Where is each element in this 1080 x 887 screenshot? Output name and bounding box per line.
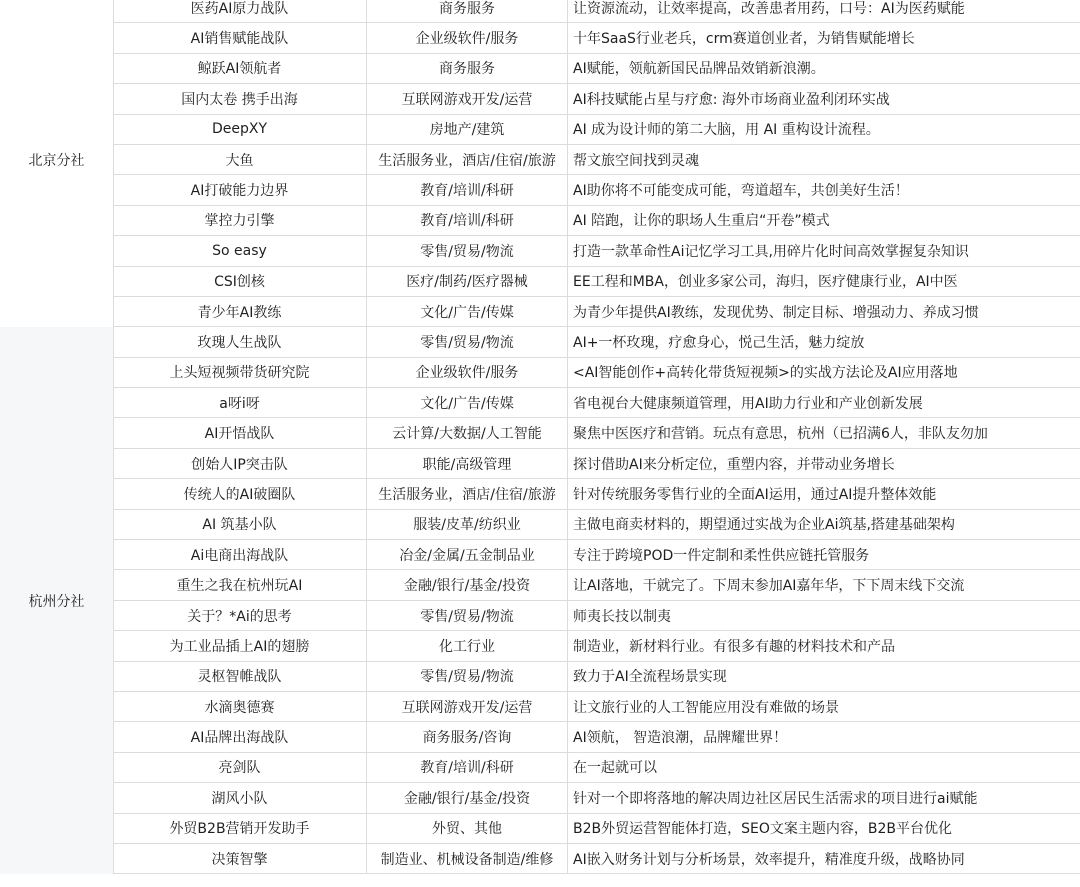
table-row[interactable] bbox=[113, 358, 1080, 388]
description-cell: 在一起就可以 bbox=[573, 760, 657, 777]
description-cell: 主做电商卖材料的，期望通过实战为企业Ai筑基,搭建基础架构 bbox=[573, 517, 955, 534]
description-cell: AI助你将不可能变成可能，弯道超车，共创美好生活！ bbox=[573, 183, 909, 200]
industry-cell: 医疗/制药/医疗器械 bbox=[367, 267, 568, 296]
team-name-cell: 创始人IP突击队 bbox=[113, 449, 367, 478]
industry-cell: 商务服务 bbox=[367, 0, 568, 22]
description-cell: AI+一杯玫瑰，疗愈身心，悦己生活，魅力绽放 bbox=[573, 334, 865, 351]
team-name-cell: So easy bbox=[113, 236, 367, 265]
table-row[interactable] bbox=[113, 145, 1080, 175]
industry-cell: 互联网游戏开发/运营 bbox=[367, 692, 568, 721]
description-cell: 针对传统服务零售行业的全面AI运用，通过AI提升整体效能 bbox=[573, 486, 937, 503]
industry-cell: 零售/贸易/物流 bbox=[367, 601, 568, 630]
table-row[interactable] bbox=[113, 783, 1080, 813]
industry-cell: 零售/贸易/物流 bbox=[367, 327, 568, 356]
description-cell: AI领航， 智造浪潮，品牌耀世界！ bbox=[573, 730, 788, 747]
team-name-cell: 掌控力引擎 bbox=[113, 206, 367, 235]
table-row[interactable] bbox=[113, 510, 1080, 540]
table-row[interactable] bbox=[113, 601, 1080, 631]
description-cell: 打造一款革命性Ai记忆学习工具,用碎片化时间高效掌握复杂知识 bbox=[573, 243, 969, 260]
industry-cell: 冶金/金属/五金制品业 bbox=[367, 540, 568, 569]
description-cell: 师夷长技以制夷 bbox=[573, 608, 671, 625]
description-cell: AI嵌入财务计划与分析场景，效率提升，精准度升级，战略协同 bbox=[573, 851, 965, 868]
table-row[interactable] bbox=[113, 814, 1080, 844]
table-row[interactable] bbox=[113, 327, 1080, 357]
industry-cell: 教育/培训/科研 bbox=[367, 206, 568, 235]
team-name-cell: 重生之我在杭州玩AI bbox=[113, 570, 367, 599]
table-row[interactable] bbox=[113, 692, 1080, 722]
table-row[interactable] bbox=[113, 206, 1080, 236]
team-name-cell: 水滴奥德赛 bbox=[113, 692, 367, 721]
team-name-cell: AI开悟战队 bbox=[113, 418, 367, 447]
description-cell: AI科技赋能占星与疗愈: 海外市场商业盈利闭环实战 bbox=[573, 91, 890, 108]
region-label: 杭州分社 bbox=[0, 327, 114, 874]
table-row[interactable] bbox=[113, 236, 1080, 266]
table-row[interactable] bbox=[113, 662, 1080, 692]
description-cell: 帮文旅空间找到灵魂 bbox=[573, 152, 699, 169]
description-cell: 探讨借助AI来分析定位，重塑内容，并带动业务增长 bbox=[573, 456, 895, 473]
table-row[interactable] bbox=[113, 297, 1080, 327]
industry-cell: 企业级软件/服务 bbox=[367, 358, 568, 387]
description-cell: B2B外贸运营智能体打造，SEO文案主题内容，B2B平台优化 bbox=[573, 821, 952, 838]
team-name-cell: 关于？*Ai的思考 bbox=[113, 601, 367, 630]
table-row[interactable] bbox=[113, 844, 1080, 874]
industry-cell: 商务服务/咨询 bbox=[367, 722, 568, 751]
team-name-cell: AI打破能力边界 bbox=[113, 175, 367, 204]
team-name-cell: AI品牌出海战队 bbox=[113, 722, 367, 751]
industry-cell: 教育/培训/科研 bbox=[367, 753, 568, 782]
table-row[interactable] bbox=[113, 570, 1080, 600]
industry-cell: 生活服务业，酒店/住宿/旅游 bbox=[367, 145, 568, 174]
industry-cell: 云计算/大数据/人工智能 bbox=[367, 418, 568, 447]
industry-cell: 外贸、其他 bbox=[367, 814, 568, 843]
team-name-cell: 玫瑰人生战队 bbox=[113, 327, 367, 356]
table-row[interactable] bbox=[113, 388, 1080, 418]
team-name-cell: CSI创核 bbox=[113, 267, 367, 296]
table-row[interactable] bbox=[113, 449, 1080, 479]
table-row[interactable] bbox=[113, 631, 1080, 661]
industry-cell: 化工行业 bbox=[367, 631, 568, 660]
team-name-cell: AI销售赋能战队 bbox=[113, 23, 367, 52]
industry-cell: 金融/银行/基金/投资 bbox=[367, 783, 568, 812]
industry-cell: 教育/培训/科研 bbox=[367, 175, 568, 204]
description-cell: 省电视台大健康频道管理，用AI助力行业和产业创新发展 bbox=[573, 395, 923, 412]
description-cell: AI 陪跑，让你的职场人生重启“开卷”模式 bbox=[573, 213, 830, 230]
table-row[interactable] bbox=[113, 54, 1080, 84]
description-cell: <AI智能创作+高转化带货短视频>的实战方法论及AI应用落地 bbox=[573, 365, 958, 382]
team-name-cell: 青少年AI教练 bbox=[113, 297, 367, 326]
team-name-cell: 为工业品插上AI的翅膀 bbox=[113, 631, 367, 660]
description-cell: 针对一个即将落地的解决周边社区居民生活需求的项目进行ai赋能 bbox=[573, 790, 978, 807]
table-row[interactable] bbox=[113, 84, 1080, 114]
table-row[interactable] bbox=[113, 418, 1080, 448]
table-row[interactable] bbox=[113, 722, 1080, 752]
region-group bbox=[0, 0, 1080, 327]
team-name-cell: 传统人的AI破圈队 bbox=[113, 479, 367, 508]
team-name-cell: AI 筑基小队 bbox=[113, 510, 367, 539]
industry-cell: 金融/银行/基金/投资 bbox=[367, 570, 568, 599]
description-cell: EE工程和MBA，创业多家公司，海归，医疗健康行业，AI中医 bbox=[573, 274, 958, 291]
description-cell: 专注于跨境POD一件定制和柔性供应链托管服务 bbox=[573, 547, 870, 564]
table-row[interactable] bbox=[113, 175, 1080, 205]
industry-cell: 文化/广告/传媒 bbox=[367, 297, 568, 326]
industry-cell: 制造业、机械设备制造/维修 bbox=[367, 844, 568, 873]
industry-cell: 文化/广告/传媒 bbox=[367, 388, 568, 417]
description-cell: 为青少年提供AI教练，发现优势、制定目标、增强动力、养成习惯 bbox=[573, 304, 979, 321]
industry-cell: 服装/皮革/纺织业 bbox=[367, 510, 568, 539]
team-name-cell: 湖风小队 bbox=[113, 783, 367, 812]
table-row[interactable] bbox=[113, 23, 1080, 53]
description-cell: AI赋能，领航新国民品牌品效销新浪潮。 bbox=[573, 61, 825, 78]
team-name-cell: 鲸跃AI领航者 bbox=[113, 54, 367, 83]
table-row[interactable] bbox=[113, 0, 1080, 23]
team-name-cell: a呀i呀 bbox=[113, 388, 367, 417]
team-name-cell: 外贸B2B营销开发助手 bbox=[113, 814, 367, 843]
industry-cell: 零售/贸易/物流 bbox=[367, 236, 568, 265]
team-name-cell: 上头短视频带货研究院 bbox=[113, 358, 367, 387]
industry-cell: 零售/贸易/物流 bbox=[367, 662, 568, 691]
region-label: 北京分社 bbox=[0, 0, 114, 327]
team-name-cell: DeepXY bbox=[113, 115, 367, 144]
description-cell: 聚焦中医医疗和营销。玩点有意思，杭州（已招满6人，非队友勿加 bbox=[573, 426, 988, 443]
team-name-cell: 灵枢智帷战队 bbox=[113, 662, 367, 691]
industry-cell: 房地产/建筑 bbox=[367, 115, 568, 144]
industry-cell: 职能/高级管理 bbox=[367, 449, 568, 478]
table-row[interactable] bbox=[113, 115, 1080, 145]
team-name-cell: 医药AI原力战队 bbox=[113, 0, 367, 22]
table-row[interactable] bbox=[113, 540, 1080, 570]
table-row[interactable] bbox=[113, 753, 1080, 783]
description-cell: 让AI落地，干就完了。下周末参加AI嘉年华，下下周末线下交流 bbox=[573, 578, 965, 595]
industry-cell: 生活服务业，酒店/住宿/旅游 bbox=[367, 479, 568, 508]
team-name-cell: 国内太卷 携手出海 bbox=[113, 84, 367, 113]
description-cell: 让资源流动，让效率提高，改善患者用药，口号：AI为医药赋能 bbox=[573, 0, 965, 17]
description-cell: 致力于AI全流程场景实现 bbox=[573, 669, 727, 686]
description-cell: 制造业，新材料行业。有很多有趣的材料技术和产品 bbox=[573, 638, 895, 655]
team-name-cell: 大鱼 bbox=[113, 145, 367, 174]
team-name-cell: 决策智擎 bbox=[113, 844, 367, 873]
industry-cell: 互联网游戏开发/运营 bbox=[367, 84, 568, 113]
description-cell: AI 成为设计师的第二大脑，用 AI 重构设计流程。 bbox=[573, 122, 880, 139]
description-cell: 让文旅行业的人工智能应用没有难做的场景 bbox=[573, 699, 839, 716]
team-name-cell: Ai电商出海战队 bbox=[113, 540, 367, 569]
region-group bbox=[0, 327, 1080, 874]
industry-cell: 商务服务 bbox=[367, 54, 568, 83]
description-cell: 十年SaaS行业老兵，crm赛道创业者，为销售赋能增长 bbox=[573, 31, 915, 48]
industry-cell: 企业级软件/服务 bbox=[367, 23, 568, 52]
table-row[interactable] bbox=[113, 479, 1080, 509]
table-row[interactable] bbox=[113, 267, 1080, 297]
team-name-cell: 亮剑队 bbox=[113, 753, 367, 782]
